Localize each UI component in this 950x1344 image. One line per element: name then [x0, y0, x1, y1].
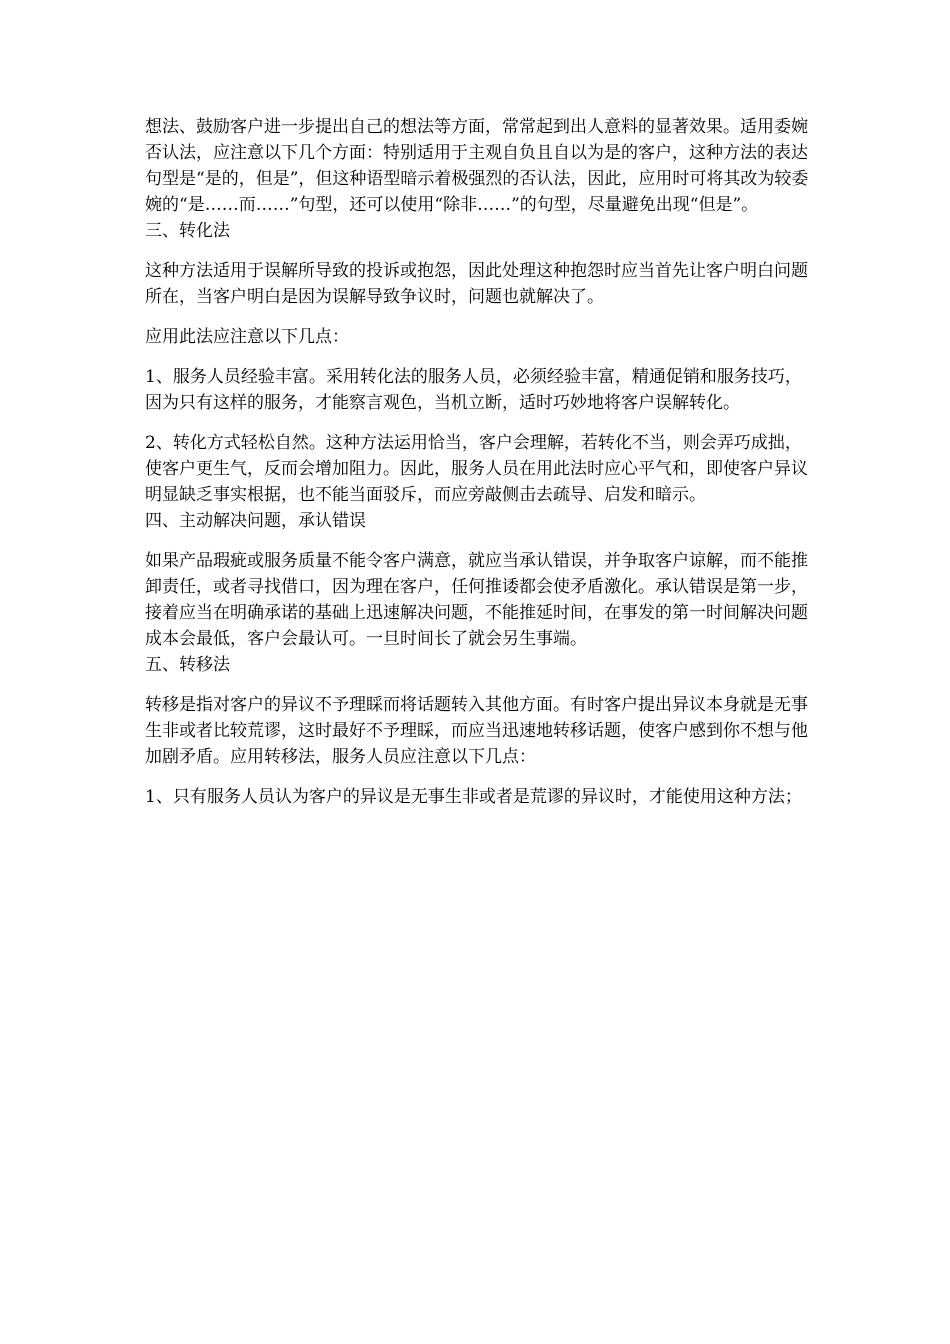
section-heading-5: 五、转移法: [145, 655, 230, 675]
paragraph-conversion-notes: 应用此法应注意以下几点：: [145, 327, 349, 347]
paragraph-intro: 想法、鼓励客户进一步提出自己的想法等方面，常常起到出人意料的显著效果。适用委婉否认法，应注意以下几个方面：特别适用于主观自负且自以为是的客户，这种方法的表达句型是“是的，但是”，但这种语型暗示着极强烈的否认法，因此，应用时可将其改为较委婉的“是……而……”句型，还可以使用“除非……”的句型，尽量避免出现“但是”。: [145, 117, 809, 215]
section-heading-4: 四、主动解决问题，承认错误: [145, 511, 366, 531]
paragraph-transfer-desc: 转移是指对客户的异议不予理睬而将话题转入其他方面。有时客户提出异议本身就是无事生非或者比较荒谬，这时最好不予理睬，而应当迅速地转移话题，使客户感到你不想与他加剧矛盾。应用转移法，服务人员应注意以下几点：: [145, 695, 808, 767]
paragraph-conversion-desc: 这种方法适用于误解所导致的投诉或抱怨，因此处理这种抱怨时应当首先让客户明白问题所在，当客户明白是因为误解导致争议时，问题也就解决了。: [145, 261, 808, 307]
paragraph-transfer-point-1: 1、只有服务人员认为客户的异议是无事生非或者是荒谬的异议时，才能使用这种方法；: [145, 787, 802, 807]
paragraph-conversion-point-2: 2、转化方式轻松自然。这种方法运用恰当，客户会理解，若转化不当，则会弄巧成拙，使客户更生气，反而会增加阻力。因此，服务人员在用此法时应心平气和，即使客户异议明显缺乏事实根据，也不能当面驳斥，而应旁敲侧击去疏导、启发和暗示。: [145, 433, 808, 505]
paragraph-admit-errors: 如果产品瑕疵或服务质量不能令客户满意，就应当承认错误，并争取客户谅解，而不能推卸责任，或者寻找借口，因为理在客户，任何推诿都会使矛盾激化。承认错误是第一步，接着应当在明确承诺的基础上迅速解决问题，不能推延时间，在事发的第一时间解决问题成本会最低，客户会最认可。一旦时间长了就会另生事端。: [145, 551, 808, 649]
document-body: [145, 114, 813, 810]
section-heading-3: 三、转化法: [145, 221, 230, 241]
paragraph-conversion-point-1: 1、服务人员经验丰富。采用转化法的服务人员，必须经验丰富，精通促销和服务技巧，因为只有这样的服务，才能察言观色，当机立断，适时巧妙地将客户误解转化。: [145, 367, 802, 413]
